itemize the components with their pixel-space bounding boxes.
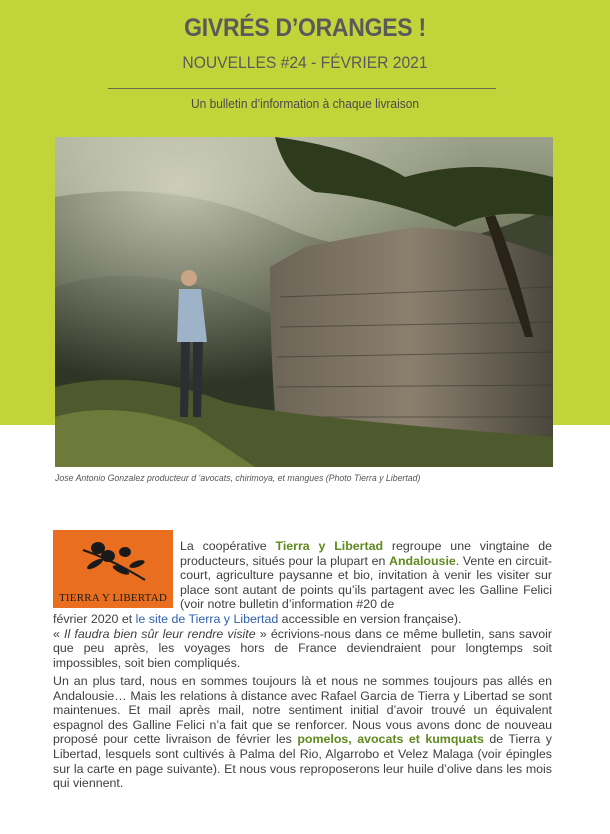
photo-caption: Jose Antonio Gonzalez producteur d ‘avocats, chirimoya, et mangues (Photo Tierra y Libertad) [55, 473, 421, 484]
logo-text: TIERRA Y LIBERTAD [59, 592, 167, 604]
second-paragraph [53, 674, 552, 791]
highlight-products: pomelos, avocats et kumquats [297, 732, 484, 747]
issue-subtitle: NOUVELLES #24 - FÉVRIER 2021 [182, 53, 428, 72]
farmer-photo [55, 137, 553, 467]
intro-paragraph [180, 539, 552, 612]
tierra-y-libertad-logo [53, 530, 173, 608]
text-run: » écrivions-nous dans ce même bulletin, sans savoir que peu après, les voyages hors de France deviendraient pour longtemps soit impossibles, soit bien compliqués. [53, 626, 552, 670]
highlight-coop-name: Tierra y Libertad [275, 539, 384, 553]
text-run: La coopérative [180, 539, 276, 553]
tagline: Un bulletin d’information à chaque livraison [190, 96, 420, 111]
text-run: février 2020 et [53, 612, 136, 626]
quote: Il faudra bien sûr leur rendre visite [64, 626, 256, 641]
header-divider [108, 88, 496, 89]
text-run: . Vente en circuit-court, agriculture paysanne et bio, invitation à venir les visiter sur place sont autant de points qu’ils partagent avec les Galline Felici (voir notre bulletin d’information #20 de [180, 553, 553, 612]
text-run: de Tierra y Libertad, lesquels sont cultivés à Palma del Rio, Algarrobo et Velez Malaga (voir épingles sur la carte en page suivante). Et nous vous reproposerons leur huile d’olive dans les mois qui viennent. [53, 732, 552, 791]
olive-branch-icon [53, 530, 173, 590]
text-run: accessible en version française). [278, 612, 462, 626]
text-run: « [53, 626, 65, 641]
newsletter-title: GIVRÉS D’ORANGES ! [184, 14, 426, 42]
highlight-region: Andalousie [389, 553, 456, 568]
intro-paragraph-continued [53, 612, 552, 670]
tierra-y-libertad-link[interactable]: le site de Tierra y Libertad [135, 612, 279, 626]
text-run: regroupe une vingtaine de producteurs, situés pour la plupart en [180, 539, 552, 568]
text-run: Un an plus tard, nous en sommes toujours là et nous ne sommes toujours pas allés en Andalousie… Mais les relations à distance avec Rafael Garcia de Tierra y Libertad se sont maintenues. Et mail après mail, notre sentiment initial d’avoir trouvé un équivalent espagnol des Galline Felici n’a fait que se renforcer. Nous vous avons donc de nouveau proposé pour cette livraison de février les [53, 674, 552, 747]
